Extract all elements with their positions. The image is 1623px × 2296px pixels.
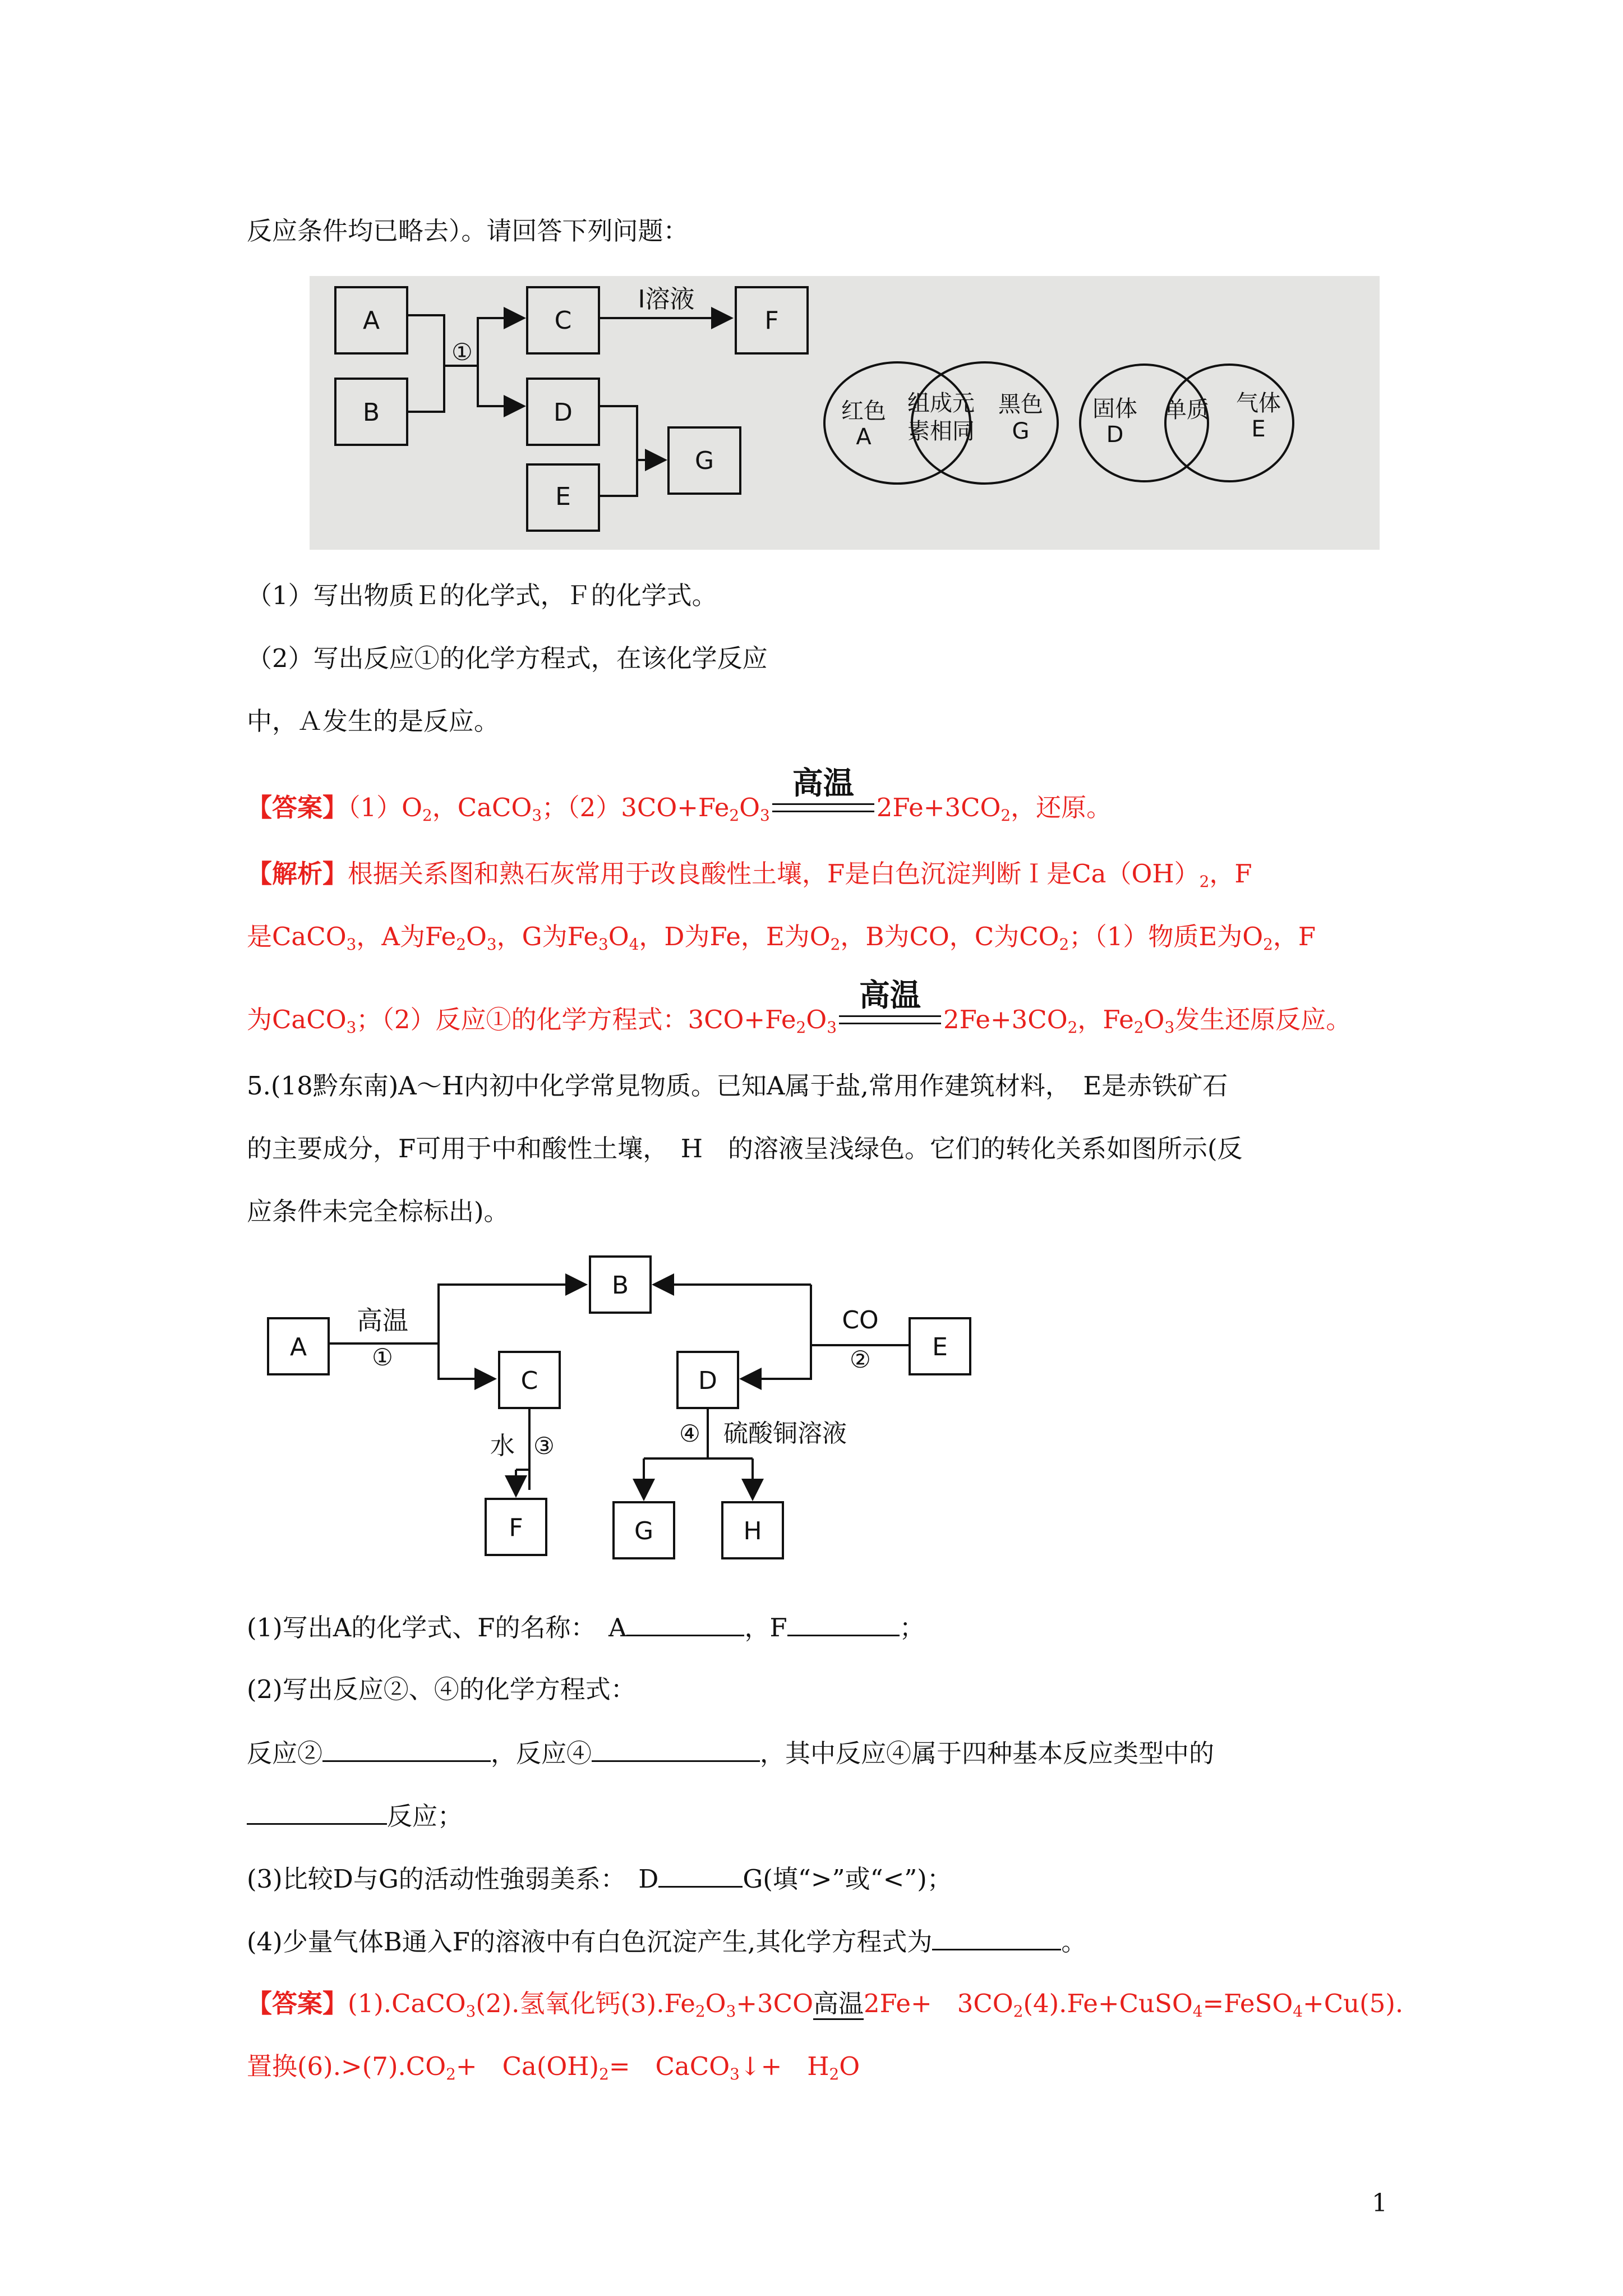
label-E: E	[555, 482, 571, 511]
figure-relation-diagram-1	[310, 276, 1380, 550]
svg-text:A: A	[289, 1333, 307, 1361]
svg-text:②: ②	[850, 1346, 871, 1373]
label-D: D	[554, 398, 573, 427]
label-circle1: ①	[451, 338, 473, 366]
svg-text:硫酸铜溶液: 硫酸铜溶液	[723, 1419, 847, 1448]
question-1: （1）写出物质Ｅ的化学式，Ｆ的化学式。	[247, 581, 717, 610]
label-F: F	[764, 306, 779, 335]
answer-2-line-1: 【答案】(1).CaCO$_3$(2).氢氧化钙$(3).Fe_2O_3+3CO$高温2Fe+ $3CO_2(4).Fe+CuSO_4=FeSO_4+Cu(5)$.	[247, 1989, 1404, 2021]
svg-text:③: ③	[533, 1432, 555, 1460]
subquestion-3: (3)比较D与G的活动性強弱美系： D G(填“>”或“<”)；	[247, 1861, 952, 1896]
text-line: 反应条件均已略去）。请回答下列问题：	[247, 216, 689, 246]
problem-5-line-2: 的主要成分，F可用于中和酸性土壤， H 的溶液呈浅绿色。它们的转化关系如图所示(反	[247, 1134, 1243, 1163]
svg-text:E: E	[1251, 416, 1266, 442]
svg-text:①: ①	[372, 1343, 393, 1371]
label-B: B	[362, 398, 380, 427]
svg-text:高温: 高温	[357, 1305, 408, 1336]
svg-text:D: D	[698, 1366, 717, 1395]
problem-5-line-1: 5.(18黔东南)A～H内初中化学常見物质。已知A属于盐,常用作建筑材料， E是赤铁矿石	[247, 1071, 1228, 1101]
question-2: （2）写出反应①的化学方程式，在该化学反应	[247, 643, 768, 673]
svg-text:E: E	[932, 1333, 948, 1361]
svg-text:气体: 气体	[1236, 390, 1281, 416]
figure-relation-diagram-2	[247, 1245, 998, 1593]
svg-text:A: A	[856, 424, 872, 450]
svg-text:红色: 红色	[841, 398, 886, 424]
svg-text:黑色: 黑色	[998, 392, 1043, 417]
subquestion-4: (4)少量气体B通入F的溶液中有白色沉淀产生,其化学方程式为 。	[247, 1924, 1086, 1959]
svg-text:G: G	[1012, 418, 1030, 444]
svg-text:F: F	[509, 1513, 523, 1542]
answer-1: 【答案】$(1)O_2$，CaCO$_3$；$(2)3CO+Fe_2O_3$ 高温 $2Fe+3CO_2$，还原。	[247, 765, 1112, 825]
svg-text:B: B	[611, 1271, 629, 1300]
page-number: 1	[1372, 2189, 1387, 2217]
svg-text:C: C	[520, 1366, 538, 1395]
svg-text:素相同: 素相同	[907, 418, 975, 444]
svg-text:固体: 固体	[1092, 396, 1137, 422]
problem-5-line-3: 应条件未完全棕标出)。	[247, 1197, 509, 1226]
svg-text:单质: 单质	[1164, 397, 1209, 423]
answer-2-line-2: 置换$(6).>(7).CO_2+$ $Ca(OH)_2=$ CaCO$_3$↓+ $H_2O$	[247, 2051, 860, 2083]
analysis-line-3: 为CaCO$_3$；（2）反应①的化学方程式：$3CO+Fe_2O_3$ 高温 $2Fe+3CO_2$，$Fe_2O_3$发生还原反应。	[247, 977, 1352, 1037]
subquestion-2-lines: 反应② ，反应④ ，其中反应④属于四种基本反应类型中的	[247, 1736, 1214, 1770]
condition-high-temp: 高温	[837, 1003, 943, 1037]
subquestion-2-type: 反应；	[247, 1798, 463, 1833]
analysis-line-2: 是CaCO$_3$，A为$Fe_2O_3$，G为$Fe_3O_4$，D为Fe，E为$O_2$，B为CO，C为$CO_2$；（1）物质E为$O_2$，F	[247, 922, 1316, 954]
svg-text:CO: CO	[842, 1306, 879, 1335]
label-G: G	[694, 447, 714, 475]
svg-text:H: H	[743, 1517, 762, 1545]
analysis-line-1: 【解析】根据关系图和熟石灰常用于改良酸性土壤，F是白色沉淀判断Ｉ是$Ca(OH)_2$，F	[247, 859, 1252, 891]
svg-text:D: D	[1106, 422, 1124, 448]
label-A: A	[362, 306, 380, 335]
svg-text:G: G	[634, 1517, 654, 1545]
condition-high-temp: 高温	[770, 791, 877, 825]
subquestion-2: (2)写出反应②、④的化学方程式：	[247, 1674, 636, 1704]
label-C: C	[554, 306, 572, 335]
svg-text:组成元: 组成元	[907, 390, 975, 416]
svg-text:④: ④	[679, 1420, 700, 1447]
svg-text:水: 水	[490, 1432, 515, 1460]
label-I-solution: I溶液	[638, 285, 695, 314]
subquestion-1: (1)写出A的化学式、F的名称： A ，F ；	[247, 1610, 925, 1645]
question-2-cont: 中，Ａ发生的是反应。	[247, 706, 500, 736]
